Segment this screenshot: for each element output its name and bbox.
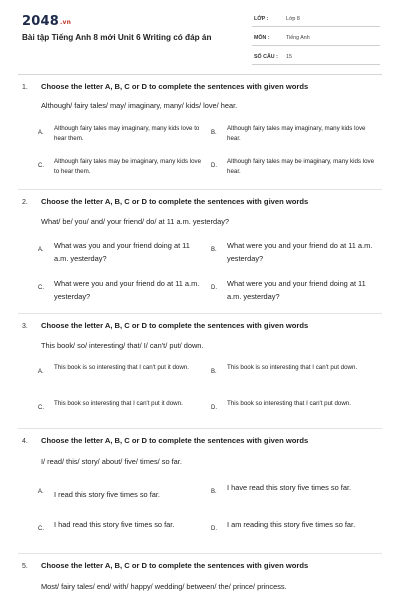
logo-text: 2048 [22,14,59,29]
meta-value: Tiếng Anh [286,35,310,41]
question-prompt: This book/ so/ interesting/ that/ I/ can't/ put/ down. [41,341,204,350]
option-letter: C. [38,163,44,169]
option-letter: B. [211,369,217,375]
site-logo[interactable] [22,14,71,29]
meta-key: MÔN : [254,35,270,41]
option-text: What was you and your friend doing at 11 a.m. yesterday? [54,241,190,263]
meta-row-count [252,51,380,65]
option-text: Although fairy tales may imaginary, many kids love to hear them. [54,125,200,142]
option-letter: A. [38,247,44,253]
question-number: 5. [22,563,28,570]
option-text: This book so interesting that I can't put it down. [54,400,183,407]
option-text: I read this story five times so far. [54,490,160,499]
question-divider [18,189,382,190]
question-prompt: Although/ fairy tales/ may/ imaginary, many/ kids/ love/ hear. [41,101,238,110]
option-text: What were you and your friend do at 11 a.m. yesterday? [54,279,200,301]
header-divider [18,74,382,75]
option-letter: D. [211,405,217,411]
question-prompt: I/ read/ this/ story/ about/ five/ times/ so far. [41,457,182,466]
option-text: I had read this story five times so far. [54,520,175,529]
option-letter: B. [211,130,217,136]
question-prompt: What/ be/ you/ and/ your friend/ do/ at 11 a.m. yesterday? [41,217,230,226]
option-letter: A. [38,489,44,495]
meta-row-subject [252,32,380,46]
option-letter: C. [38,405,44,411]
question-instruction: Choose the letter A, B, C or D to complete the sentences with given words [41,82,309,91]
meta-row-grade [252,13,380,27]
question-divider [18,428,382,429]
option-letter: C. [38,526,44,532]
option-text: Although fairy tales may be imaginary, many kids love hear. [227,158,375,175]
question-number: 1. [22,84,28,91]
option-letter: D. [211,163,217,169]
option-text: Although fairy tales may imaginary, many kids love hear. [227,125,366,142]
option-letter: D. [211,526,217,532]
question-number: 2. [22,199,28,206]
meta-key: LỚP : [254,16,269,22]
question-instruction: Choose the letter A, B, C or D to complete the sentences with given words [41,321,309,330]
meta-key: SỐ CÂU : [254,54,278,60]
option-text: I am reading this story five times so far. [227,520,356,529]
question-divider [18,553,382,554]
logo-tld: .vn [59,19,72,26]
question-instruction: Choose the letter A, B, C or D to complete the sentences with given words [41,436,309,445]
question-instruction: Choose the letter A, B, C or D to complete the sentences with given words [41,561,309,570]
option-text: This book so interesting that I can't put down. [227,400,351,407]
option-text: Although fairy tales may be imaginary, many kids love to hear them. [54,158,202,175]
document-title: Bài tập Tiếng Anh 8 mới Unit 6 Writing có đáp án [22,33,212,42]
option-letter: A. [38,130,44,136]
option-text: I have read this story five times so far. [227,483,352,492]
option-text: This book is so interesting that I can't put it down. [54,364,189,371]
document-header [0,0,400,72]
question-prompt: Most/ fairy tales/ end/ with/ happy/ wedding/ between/ the/ prince/ princess. [41,582,287,591]
option-letter: A. [38,369,44,375]
option-letter: C. [38,285,44,291]
option-letter: B. [211,247,217,253]
option-text: What were you and your friend do at 11 a.m. yesterday? [227,241,373,263]
question-divider [18,313,382,314]
option-letter: B. [211,489,217,495]
question-number: 4. [22,438,28,445]
option-text: This book is so interesting that I can't put down. [227,364,358,371]
option-letter: D. [211,285,217,291]
question-instruction: Choose the letter A, B, C or D to complete the sentences with given words [41,197,309,206]
question-number: 3. [22,323,28,330]
option-text: What were you and your friend doing at 11 a.m. yesterday? [227,279,366,301]
meta-value: Lớp 8 [286,16,300,22]
meta-table [252,13,380,70]
meta-value: 15 [286,54,292,60]
